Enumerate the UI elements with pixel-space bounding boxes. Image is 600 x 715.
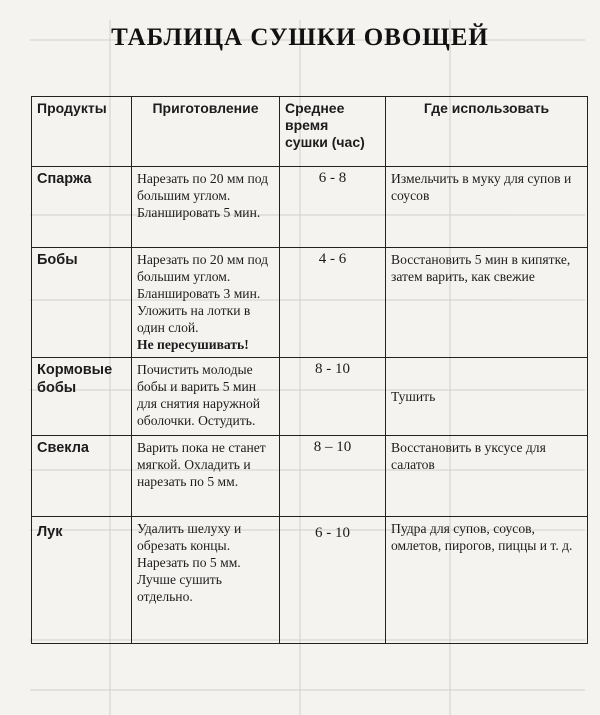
use-text: Тушить	[391, 389, 436, 404]
drying-time: 4 - 6	[280, 248, 386, 358]
table-row	[32, 436, 588, 517]
header-row	[32, 97, 588, 167]
preparation-text: Нарезать по 20 мм под большим углом. Бланшировать 3 мин. Уложить на лотки в один слой.	[137, 252, 269, 335]
use-cell	[386, 358, 588, 436]
table-row	[32, 248, 588, 358]
column-header-product: Продукты	[32, 97, 132, 167]
column-header-time	[280, 97, 386, 167]
use-cell: Восстановить 5 мин в кипятке, затем варить, как свежие	[386, 248, 588, 358]
product-name: Свекла	[32, 436, 132, 517]
drying-time: 8 - 10	[280, 358, 386, 436]
product-name-text: Лук	[37, 524, 63, 540]
preparation-cell: Почистить молодые бобы и варить 5 мин для снятия наружной оболочки. Остудить.	[132, 358, 280, 436]
preparation-cell: Нарезать по 20 мм под большим углом. Бланшировать 5 мин.	[132, 167, 280, 248]
use-cell: Восстановить в уксусе для салатов	[386, 436, 588, 517]
table-row	[32, 517, 588, 644]
warning-text: Не пересушивать!	[137, 337, 249, 352]
use-cell: Измельчить в муку для супов и соусов	[386, 167, 588, 248]
use-cell: Пудра для супов, соусов, омлетов, пирогов, пиццы и т. д.	[386, 517, 588, 644]
product-name	[32, 517, 132, 644]
drying-time: 6 - 10	[280, 517, 386, 644]
page-title: ТАБЛИЦА СУШКИ ОВОЩЕЙ	[111, 24, 489, 51]
column-header-time-line3: сушки (час)	[285, 134, 365, 150]
table-row	[32, 167, 588, 248]
drying-time: 8 – 10	[280, 436, 386, 517]
table-row	[32, 358, 588, 436]
column-header-use: Где использовать	[386, 97, 588, 167]
drying-time: 6 - 8	[280, 167, 386, 248]
product-name: Бобы	[32, 248, 132, 358]
column-header-time-line1: Среднее	[285, 100, 345, 116]
drying-table	[31, 96, 588, 644]
column-header-time-line2: время	[285, 117, 329, 133]
preparation-cell: Удалить шелуху и обрезать концы. Нарезать по 5 мм. Лучше сушить отдельно.	[132, 517, 280, 644]
preparation-cell	[132, 248, 280, 358]
product-name: Спаржа	[32, 167, 132, 248]
preparation-cell: Варить пока не станет мягкой. Охладить и нарезать по 5 мм.	[132, 436, 280, 517]
product-name: Кормовые бобы	[32, 358, 132, 436]
column-header-preparation: Приготовление	[132, 97, 280, 167]
